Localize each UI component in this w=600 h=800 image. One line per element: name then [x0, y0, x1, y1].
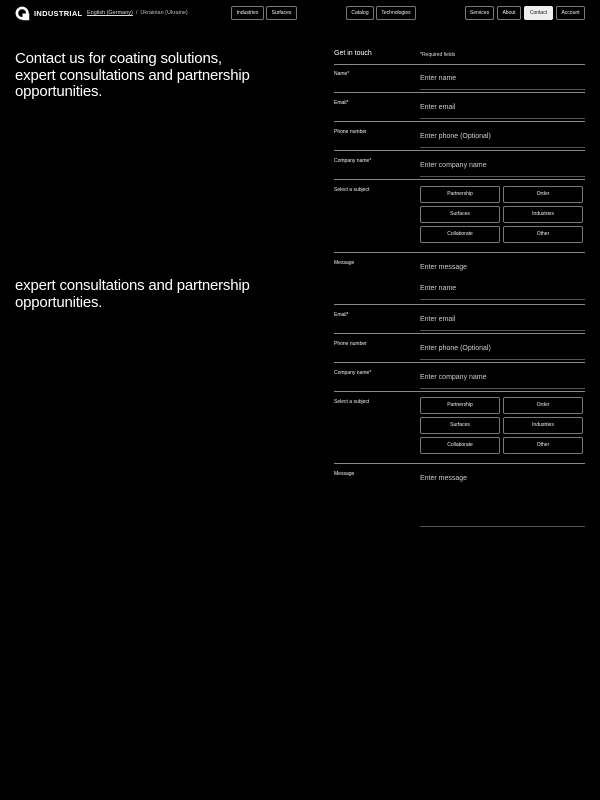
nav-account[interactable]: Account: [556, 6, 585, 20]
subject-options: [420, 397, 583, 454]
page-title-repeat: [15, 278, 255, 314]
email-label: Email*: [334, 312, 349, 318]
email-label: Email*: [334, 100, 349, 106]
divider: [334, 333, 585, 334]
subject-label: Select a subject: [334, 399, 370, 405]
company-label: Company name*: [334, 158, 372, 164]
subject-industries[interactable]: Industries: [503, 206, 583, 223]
divider: [334, 92, 585, 93]
name-input[interactable]: Enter name: [420, 285, 457, 292]
brand-name: INDUSTRIAL: [34, 9, 83, 18]
name-label: Name*: [334, 71, 350, 77]
divider: [334, 150, 585, 151]
form-title: Get in touch: [334, 50, 372, 57]
subject-surfaces[interactable]: Surfaces: [420, 206, 500, 223]
company-input[interactable]: Enter company name: [420, 162, 487, 169]
divider: [334, 304, 585, 305]
page-title: Contact us for coating solutions, expert consultations and partnership opportunities.: [15, 50, 250, 100]
subject-collaborate[interactable]: Collaborate: [420, 226, 500, 243]
email-input-underline: [420, 118, 585, 119]
message-input-underline: [420, 526, 585, 527]
company-label: Company name*: [334, 370, 372, 376]
message-label: Message: [334, 471, 355, 477]
company-input-underline: [420, 388, 585, 389]
subject-options: [420, 186, 583, 243]
logo[interactable]: [15, 6, 82, 21]
phone-label: Phone number: [334, 129, 367, 135]
subject-label: Select a subject: [334, 187, 370, 193]
divider: [334, 121, 585, 122]
name-input-underline: [420, 89, 585, 90]
divider: [334, 463, 585, 464]
subject-industries[interactable]: Industries: [503, 417, 583, 434]
subject-order[interactable]: Order: [503, 397, 583, 414]
nav-about[interactable]: About: [497, 6, 521, 20]
language-switcher: [87, 10, 188, 16]
phone-input-underline: [420, 147, 585, 148]
subject-order[interactable]: Order: [503, 186, 583, 203]
nav-technologies[interactable]: Technologies: [376, 6, 416, 20]
nav-services[interactable]: Services: [465, 6, 494, 20]
name-input-underline: [420, 299, 585, 300]
email-input[interactable]: Enter email: [420, 316, 456, 323]
company-input[interactable]: Enter company name: [420, 374, 487, 381]
phone-input[interactable]: Enter phone (Optional): [420, 133, 491, 140]
language-separator: /: [135, 10, 138, 16]
header: [0, 0, 600, 26]
subject-collaborate[interactable]: Collaborate: [420, 437, 500, 454]
divider: [334, 362, 585, 363]
nav-catalog[interactable]: Catalog: [346, 6, 374, 20]
subject-surfaces[interactable]: Surfaces: [420, 417, 500, 434]
phone-input-underline: [420, 359, 585, 360]
divider: [334, 179, 585, 180]
email-input[interactable]: Enter email: [420, 104, 456, 111]
name-input[interactable]: Enter name: [420, 75, 457, 82]
subject-other[interactable]: Other: [503, 226, 583, 243]
subject-partnership[interactable]: Partnership: [420, 186, 500, 203]
subject-partnership[interactable]: Partnership: [420, 397, 500, 414]
nav-surfaces[interactable]: Surfaces: [266, 6, 297, 20]
divider: [334, 252, 585, 253]
email-input-underline: [420, 330, 585, 331]
nav-industries[interactable]: Industries: [231, 6, 264, 20]
message-input[interactable]: Enter message: [420, 264, 468, 271]
phone-input[interactable]: Enter phone (Optional): [420, 345, 491, 352]
required-note: *Required fields: [420, 52, 456, 58]
language-english[interactable]: English (Germany): [87, 10, 133, 16]
message-label: Message: [334, 260, 355, 266]
subject-other[interactable]: Other: [503, 437, 583, 454]
page-title-repeat-text: expert consultations and partnership opportunities.: [15, 278, 250, 311]
nav-contact[interactable]: Contact: [524, 6, 553, 20]
divider: [334, 64, 585, 65]
phone-label: Phone number: [334, 341, 367, 347]
divider: [334, 391, 585, 392]
logo-icon: [15, 6, 30, 21]
language-ukrainian[interactable]: Ukrainian (Ukraine): [140, 10, 188, 16]
message-input[interactable]: Enter message: [420, 475, 468, 482]
company-input-underline: [420, 176, 585, 177]
